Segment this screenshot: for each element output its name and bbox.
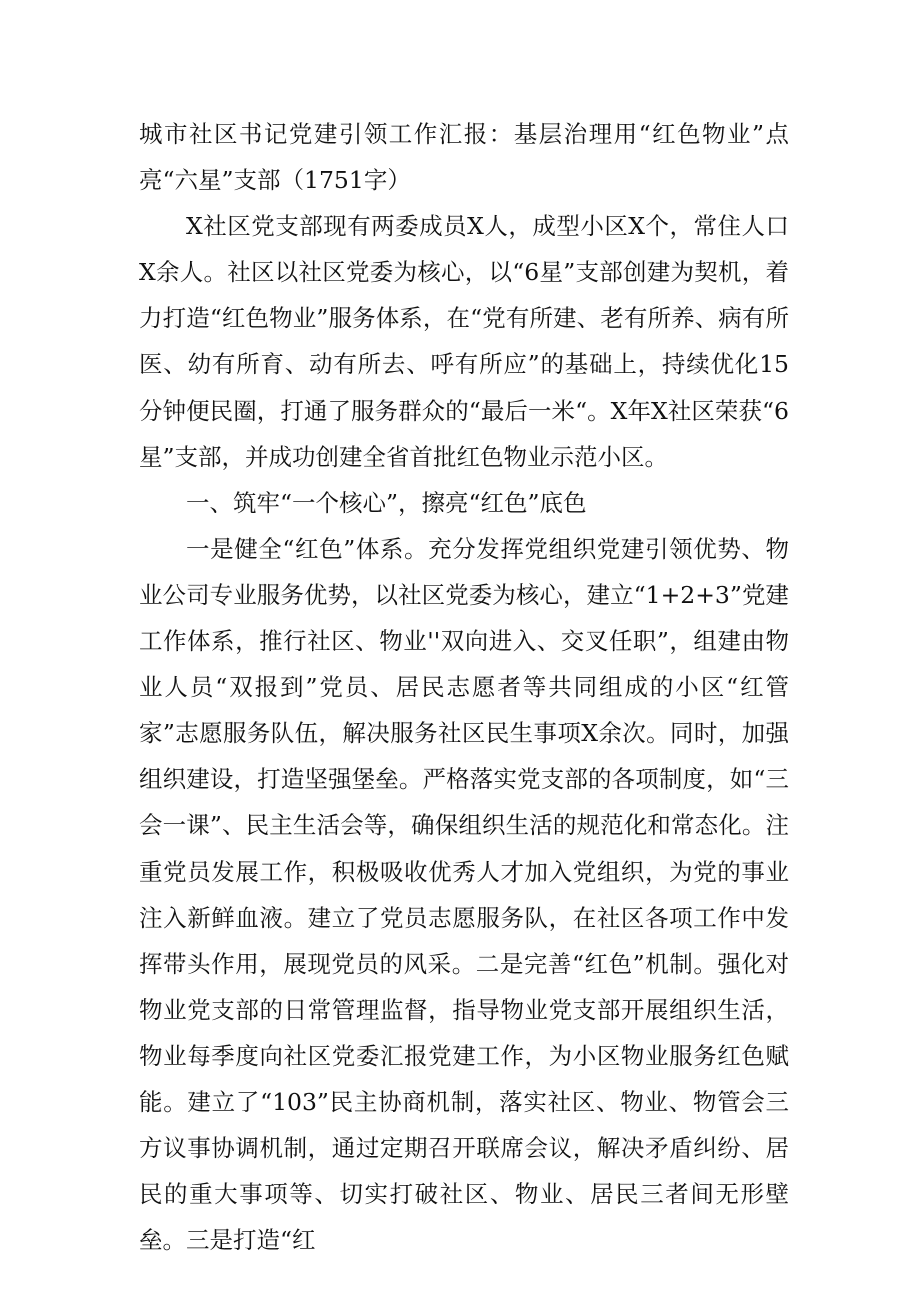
document-title: 城市社区书记党建引领工作汇报：基层治理用“红色物业”点亮“六星”支部（1751字）: [139, 120, 789, 195]
section-heading: 一、筑牢“一个核心”，擦亮“红色”底色: [186, 488, 587, 517]
document-body: [139, 111, 789, 1263]
body-paragraph: 一是健全“红色”体系。充分发挥党组织党建引领优势、物业公司专业服务优势，以社区党委为核心，建立“1+2+3”党建工作体系，推行社区、物业''双向进入、交叉任职”，组建由物业人员“双报到”党员、居民志愿者等共同组成的小区“红管家”志愿服务队伍，解决服务社区民生事项X余次。同时，加强组织建设，打造坚强堡垒。严格落实党支部的各项制度，如“三会一课”、民主生活会等，确保组织生活的规范化和常态化。注重党员发展工作，积极吸收优秀人才加入党组织，为党的事业注入新鲜血液。建立了党员志愿服务队，在社区各项工作中发挥带头作用，展现党员的风采。二是完善“红色”机制。强化对物业党支部的日常管理监督，指导物业党支部开展组织生活，物业每季度向社区党委汇报党建工作，为小区物业服务红色赋能。建立了“103”民主协商机制，落实社区、物业、物管会三方议事协调机制，通过定期召开联席会议，解决矛盾纠纷、居民的重大事项等、切实打破社区、物业、居民三者间无形壁垒。三是打造“红: [139, 534, 789, 1255]
intro-paragraph: X社区党支部现有两委成员X人，成型小区X个，常住人口X余人。社区以社区党委为核心，以“6星”支部创建为契机，着力打造“红色物业”服务体系，在“党有所建、老有所养、病有所医、幼有所育、动有所去、呼有所应”的基础上，持续优化15分钟便民圈，打通了服务群众的“最后一米“。X年X社区荣获“6星”支部，并成功创建全省首批红色物业示范小区。: [139, 212, 789, 471]
